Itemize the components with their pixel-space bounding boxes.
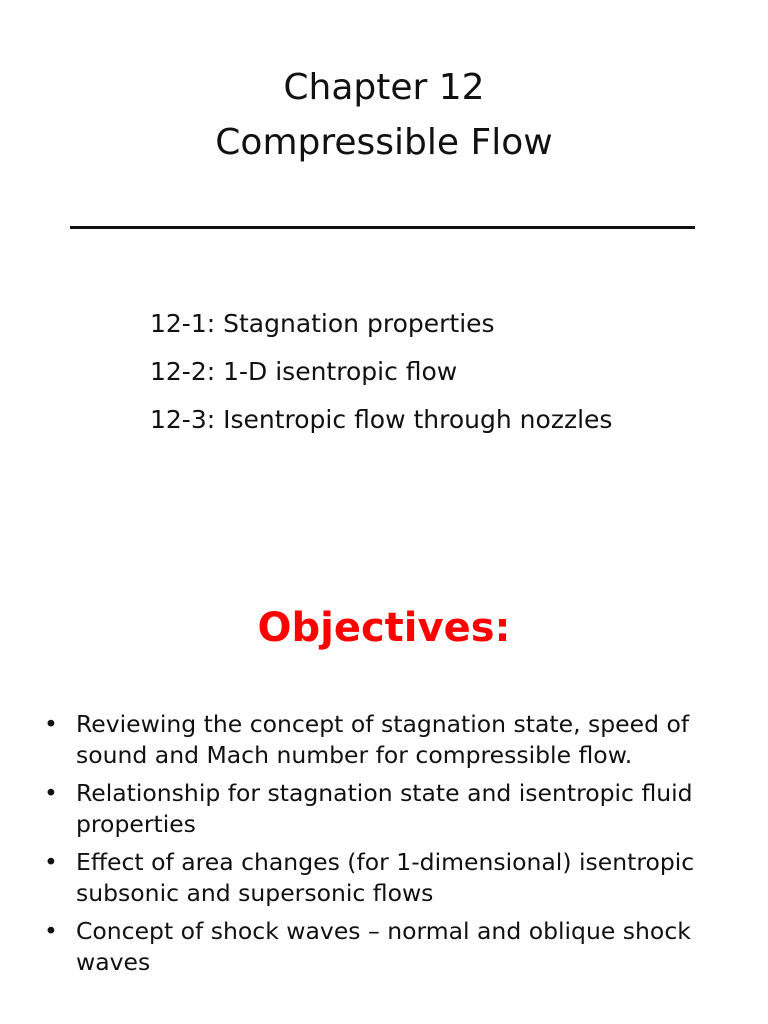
objective-item: [44, 916, 744, 978]
bullet-icon: •: [44, 848, 58, 876]
objective-text: Concept of shock waves – normal and oblique shock waves: [76, 917, 691, 976]
bullet-icon: •: [44, 917, 58, 945]
objective-item: [44, 709, 744, 771]
objective-item: [44, 778, 744, 840]
objective-item: [44, 847, 744, 909]
section-item: 12-3: Isentropic flow through nozzles: [150, 405, 613, 434]
objective-text: Relationship for stagnation state and isentropic fluid properties: [76, 779, 693, 838]
section-list: [150, 300, 612, 444]
section-item: 12-2: 1-D isentropic flow: [150, 357, 458, 386]
objective-text: Reviewing the concept of stagnation state, speed of sound and Mach number for compressible flow.: [76, 710, 690, 769]
title-divider: [70, 226, 695, 229]
objectives-list: [44, 709, 744, 985]
section-item: 12-1: Stagnation properties: [150, 309, 495, 338]
objectives-heading: Objectives:: [257, 605, 511, 651]
bullet-icon: •: [44, 779, 58, 807]
objective-text: Effect of area changes (for 1-dimensional) isentropic subsonic and supersonic flows: [76, 848, 695, 907]
chapter-subtitle: Compressible Flow: [215, 122, 553, 163]
bullet-icon: •: [44, 710, 58, 738]
chapter-title: Chapter 12: [283, 67, 485, 108]
